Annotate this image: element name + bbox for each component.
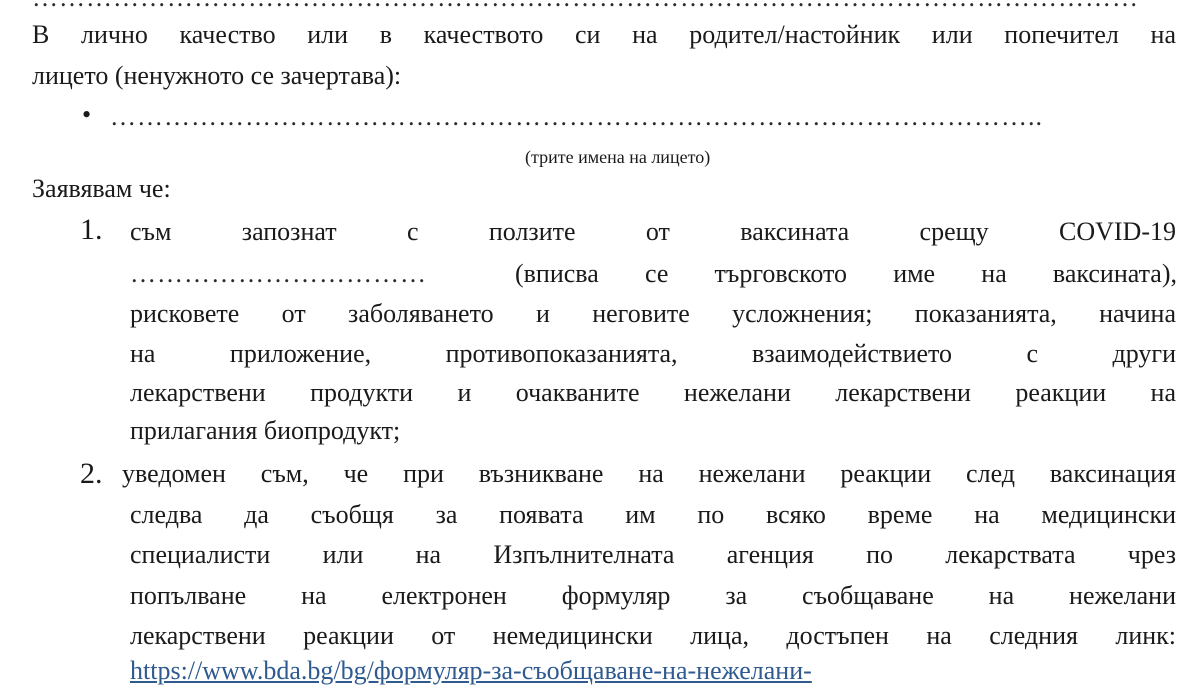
item-2-line-5: лекарствени реакции от немедицински лица, достъпен на следния линк: bbox=[130, 621, 1176, 650]
item-2-line-1: уведомен съм, че при възникване на нежелани реакции след ваксинация bbox=[122, 459, 1176, 488]
item-1-line-1: съм запознат с ползите от ваксината срещу COVID-19 bbox=[130, 217, 1176, 246]
report-form-link[interactable]: https://www.bda.bg/bg/формуляр-за-съобщаване-на-нежелани- bbox=[130, 656, 812, 685]
item-2-line-4: попълване на електронен формуляр за съобщаване на нежелани bbox=[130, 581, 1176, 610]
item-1-line-6: прилагания биопродукт; bbox=[130, 416, 401, 445]
name-field-caption: (трите имена на лицето) bbox=[525, 147, 711, 167]
item-2-number: 2. bbox=[80, 457, 103, 490]
declare-heading: Заявявам че: bbox=[32, 174, 171, 203]
bullet-marker: • bbox=[82, 100, 92, 129]
item-1-line-4: на приложение, противопоказанията, взаимодействието с други bbox=[130, 339, 1176, 368]
item-1-line-2-text: (вписва се търговското име на ваксината), bbox=[515, 259, 1177, 288]
item-2-line-3: специалисти или на Изпълнителната агенция по лекарствата чрез bbox=[130, 540, 1176, 569]
intro-line-2: лицето (ненужното се зачертава): bbox=[32, 61, 402, 90]
item-2-line-2: следва да съобщя за появата им по всяко време на медицински bbox=[130, 500, 1176, 529]
person-name-field[interactable]: ………………………………………………………………………………………….. bbox=[110, 102, 1043, 131]
item-1-number: 1. bbox=[80, 213, 103, 246]
item-1-line-5: лекарствени продукти и очакваните нежелани лекарствени реакции на bbox=[130, 378, 1176, 407]
top-dotted-line bbox=[32, 0, 1177, 14]
vaccine-name-field[interactable]: …………………………… bbox=[130, 259, 427, 288]
item-1-line-3: рисковете от заболяването и неговите усложнения; показанията, начина bbox=[130, 299, 1176, 328]
intro-line-1: В лично качество или в качеството си на родител/настойник или попечител на bbox=[32, 20, 1176, 49]
